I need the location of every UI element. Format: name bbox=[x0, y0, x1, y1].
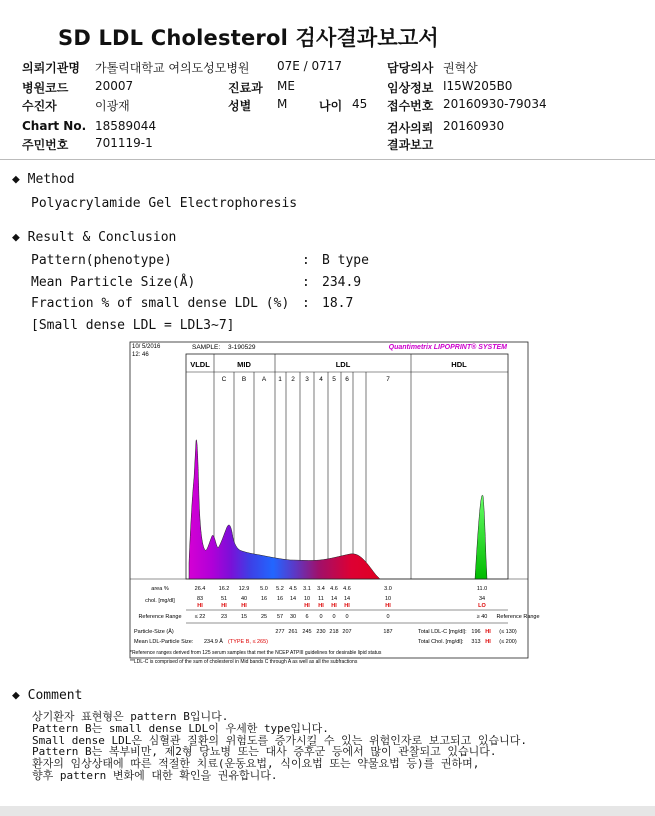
footnote: **LDL-C is comprised of the sum of cholesterol in Mid bands C through A as well as all the subfractions bbox=[130, 659, 358, 665]
receipt-number-label: 접수번호 bbox=[387, 99, 434, 113]
patient-name-label: 수진자 bbox=[22, 99, 57, 113]
row-label-particle-size: Particle-Size (Å) bbox=[134, 629, 174, 635]
band-label: 4 bbox=[319, 376, 323, 383]
area-value: 3.0 bbox=[384, 586, 392, 592]
chart-number-label: Chart No. bbox=[22, 119, 87, 133]
result-note: [Small dense LDL = LDL3~7] bbox=[31, 318, 235, 333]
chol-flag: HI bbox=[304, 603, 310, 609]
ldlc-value: 196 bbox=[471, 629, 481, 635]
chol-value: 40 bbox=[240, 596, 248, 602]
chol-value: 14 bbox=[330, 596, 338, 602]
result-row-value: 234.9 bbox=[322, 275, 362, 290]
chol-value: 16 bbox=[276, 596, 284, 602]
ref-value: 57 bbox=[276, 614, 284, 620]
group-label-hdl: HDL bbox=[451, 360, 467, 369]
area-value: 5.0 bbox=[260, 586, 268, 592]
chol-flag: HI bbox=[197, 603, 203, 609]
area-value: 26.4 bbox=[194, 586, 206, 592]
hospital-code-label: 병원코드 bbox=[22, 81, 69, 95]
result-row-separator: : bbox=[302, 253, 310, 268]
ldlc-ref: (≤ 130) bbox=[499, 629, 517, 635]
ref-value: 23 bbox=[220, 614, 228, 620]
rrn-label: 주민번호 bbox=[22, 138, 69, 152]
comment-line: 환자의 임상상태에 따른 적절한 치료(운동요법, 식이요법 또는 약물요법 등)를 권하며, bbox=[32, 757, 480, 771]
chol-value: 10 bbox=[303, 596, 311, 602]
particle-size-value: 218 bbox=[329, 629, 339, 635]
clinical-info-label: 임상정보 bbox=[387, 81, 434, 95]
result-section-header bbox=[12, 230, 176, 245]
result-heading: Result & Conclusion bbox=[27, 230, 177, 245]
diamond-bullet-icon: ◆ bbox=[12, 688, 20, 703]
group-label-vldl: VLDL bbox=[190, 360, 210, 369]
comment-line: Pattern B는 small dense LDL이 우세한 type입니다. bbox=[32, 721, 329, 735]
result-row-label: Mean Particle Size(Å) bbox=[31, 275, 196, 290]
group-label-ldl: LDL bbox=[335, 360, 351, 369]
area-value: 11.0 bbox=[476, 586, 488, 592]
method-heading: Method bbox=[27, 172, 75, 187]
area-value: 4.5 bbox=[289, 586, 297, 592]
rrn-value: 701119-1 bbox=[95, 136, 153, 150]
result-row-value: 18.7 bbox=[322, 296, 354, 311]
ref-value: 0 bbox=[332, 614, 336, 620]
lipoprint-figure bbox=[110, 338, 540, 668]
area-value: 4.6 bbox=[343, 586, 351, 592]
comment-body bbox=[32, 711, 527, 782]
band-label: 2 bbox=[291, 376, 295, 383]
group-label-mid: MID bbox=[237, 360, 251, 369]
ref-value: 30 bbox=[289, 614, 297, 620]
chol-value: 11 bbox=[318, 596, 324, 602]
chol-flag: HI bbox=[385, 603, 391, 609]
area-value: 12.9 bbox=[238, 586, 250, 592]
chol-flag: HI bbox=[344, 603, 350, 609]
total-chol-flag: HI bbox=[485, 639, 491, 645]
band-label: B bbox=[241, 376, 247, 383]
age-value: 45 bbox=[352, 97, 368, 111]
ref-value: 0 bbox=[345, 614, 349, 620]
result-row-separator: : bbox=[302, 296, 310, 311]
report-title: SD LDL Cholesterol 검사결과보고서 bbox=[58, 26, 439, 50]
ward-value: 07E / 0717 bbox=[277, 59, 343, 73]
comment-line: Small dense LDL은 심혈관 질환의 위험도를 증가시킬 수 있는 위험인자로 보고되고 있습니다. bbox=[32, 733, 527, 747]
comment-heading: Comment bbox=[27, 688, 83, 703]
row-label-ref: Reference Range bbox=[138, 614, 182, 620]
area-value: 5.2 bbox=[276, 586, 284, 592]
comment-line: 상기환자 표현형은 pattern B입니다. bbox=[32, 710, 229, 723]
particle-size-value: 261 bbox=[288, 629, 298, 635]
result-row-label: Pattern(phenotype) bbox=[31, 253, 172, 268]
footnote: *Reference ranges derived from 125 serum samples that met the NCEP ATPIII guidelines for desirable lipid status bbox=[130, 650, 382, 656]
chol-flag: HI bbox=[318, 603, 324, 609]
patient-name-value: 이광재 bbox=[95, 99, 130, 113]
ldlc-flag: HI bbox=[485, 629, 491, 635]
chol-flag: HI bbox=[221, 603, 227, 609]
doctor-value: 권혁상 bbox=[443, 61, 478, 75]
chol-value: 10 bbox=[384, 596, 392, 602]
chol-value: 16 bbox=[260, 596, 268, 602]
particle-size-value: 187 bbox=[383, 629, 393, 635]
band-label: 6 bbox=[345, 376, 349, 383]
ref-value: ≥ 40 bbox=[476, 614, 488, 620]
chol-value: 14 bbox=[343, 596, 351, 602]
hospital-code-value: 20007 bbox=[95, 79, 134, 93]
comment-section-header bbox=[12, 688, 82, 703]
row-label-area: area % bbox=[151, 586, 169, 592]
receipt-number-value: 20160930-79034 bbox=[443, 97, 547, 111]
ldlc-label: Total LDL-C [mg/dl]: bbox=[418, 629, 467, 635]
mean-particle-value: 234.9 Å bbox=[204, 639, 223, 645]
header-divider bbox=[0, 159, 655, 160]
particle-size-value: 230 bbox=[316, 629, 326, 635]
figure-time: 12: 46 bbox=[132, 352, 149, 358]
ref-value: 15 bbox=[240, 614, 248, 620]
method-section-header bbox=[12, 172, 75, 187]
diamond-bullet-icon: ◆ bbox=[12, 172, 20, 187]
area-value: 4.6 bbox=[330, 586, 338, 592]
band-label: 5 bbox=[332, 376, 336, 383]
chol-value: 14 bbox=[289, 596, 297, 602]
result-row-separator: : bbox=[302, 275, 310, 290]
band-label: 7 bbox=[386, 376, 390, 383]
report-date-label: 결과보고 bbox=[387, 138, 434, 152]
page-footer-bar bbox=[0, 806, 655, 816]
chol-flag: HI bbox=[331, 603, 337, 609]
ref-value: 6 bbox=[305, 614, 309, 620]
figure-brand: Quantimetrix LIPOPRINT® SYSTEM bbox=[388, 344, 507, 351]
band-label: C bbox=[221, 376, 227, 383]
ref-range-right-label: Reference Range bbox=[496, 614, 540, 620]
ref-value: ≤ 22 bbox=[194, 614, 206, 620]
figure-sample-label: SAMPLE: bbox=[192, 344, 221, 351]
band-label: 1 bbox=[278, 376, 282, 383]
chol-value: 51 bbox=[220, 596, 228, 602]
clinical-info-value: I15W205B0 bbox=[443, 79, 513, 93]
figure-date: 10/ 5/2016 bbox=[132, 344, 161, 350]
particle-size-value: 207 bbox=[342, 629, 352, 635]
mean-particle-type: (TYPE B, ≤ 265) bbox=[228, 639, 269, 645]
sex-label: 성별 bbox=[228, 99, 252, 113]
request-date-value: 20160930 bbox=[443, 119, 505, 133]
result-row-value: B type bbox=[322, 253, 369, 268]
chol-value: 34 bbox=[478, 596, 486, 602]
figure-sample-value: 3-190529 bbox=[228, 344, 256, 351]
department-label: 진료과 bbox=[228, 81, 263, 95]
comment-line: Pattern B는 복부비만, 제2형 당뇨병 또는 대사 증후군 등에서 많이 관찰되고 있습니다. bbox=[32, 745, 497, 759]
area-value: 3.4 bbox=[317, 586, 325, 592]
mean-particle-label: Mean LDL-Particle Size: bbox=[134, 639, 194, 645]
ref-value: 25 bbox=[260, 614, 268, 620]
doctor-label: 담당의사 bbox=[387, 61, 434, 75]
area-value: 16.2 bbox=[218, 586, 230, 592]
institution-value: 가톨릭대학교 여의도성모병원 bbox=[95, 61, 250, 75]
age-label: 나이 bbox=[319, 99, 343, 113]
total-chol-label: Total Chol. [mg/dl]: bbox=[418, 639, 464, 645]
chol-flag: LO bbox=[478, 603, 486, 609]
chol-value: 83 bbox=[196, 596, 204, 602]
total-chol-ref: (≤ 200) bbox=[499, 639, 517, 645]
ref-value: 0 bbox=[319, 614, 323, 620]
department-value: ME bbox=[277, 79, 295, 93]
particle-size-value: 245 bbox=[302, 629, 312, 635]
institution-label: 의뢰기관명 bbox=[22, 61, 80, 75]
area-value: 3.1 bbox=[303, 586, 311, 592]
ref-value: 0 bbox=[386, 614, 390, 620]
band-label: A bbox=[261, 376, 267, 383]
request-date-label: 검사의뢰 bbox=[387, 121, 434, 135]
method-text: Polyacrylamide Gel Electrophoresis bbox=[31, 196, 298, 211]
chol-flag: HI bbox=[241, 603, 247, 609]
band-label: 3 bbox=[305, 376, 309, 383]
chart-number-value: 18589044 bbox=[95, 119, 157, 133]
particle-size-value: 277 bbox=[275, 629, 285, 635]
comment-line: 향후 pattern 변화에 대한 확인을 권유합니다. bbox=[32, 768, 278, 782]
diamond-bullet-icon: ◆ bbox=[12, 230, 20, 245]
sex-value: M bbox=[277, 97, 288, 111]
row-label-chol: chol. [mg/dl] bbox=[145, 598, 175, 604]
total-chol-value: 313 bbox=[471, 639, 481, 645]
figure-border bbox=[130, 342, 528, 658]
result-row-label: Fraction % of small dense LDL (%) bbox=[31, 296, 290, 311]
